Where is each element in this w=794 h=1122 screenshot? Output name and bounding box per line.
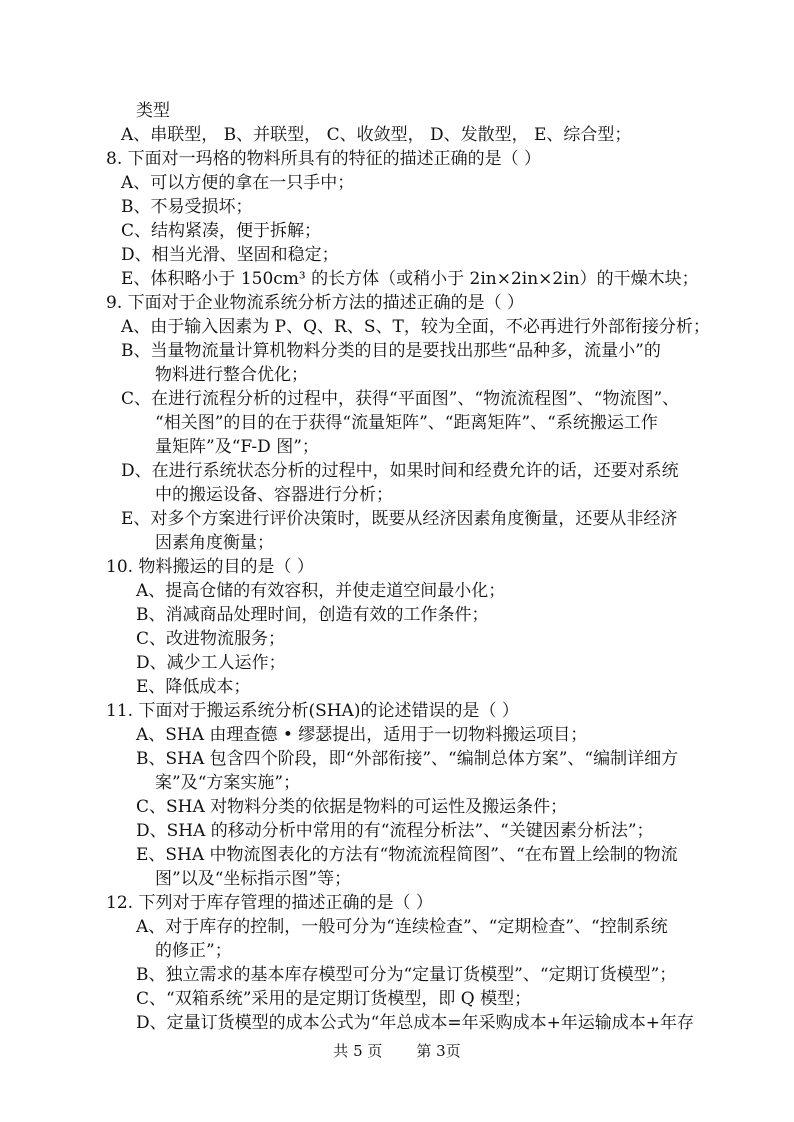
option-continuation: 物料进行整合优化； (155, 365, 308, 385)
question-10: 10. 物料搬运的目的是（ ） (106, 557, 314, 577)
option-line: D、在进行系统状态分析的过程中，如果时间和经费允许的话，还要对系统 (121, 461, 679, 481)
option-line: A、对于库存的控制，一般可分为“连续检查”、“定期检查”、“控制系统 (136, 917, 668, 937)
option-line: B、当量物流量计算机物料分类的目的是要找出那些“品种多，流量小”的 (121, 341, 661, 361)
option-continuation: 的修正”； (155, 941, 232, 961)
option-line: C、在进行流程分析的过程中，获得“平面图”、“物流流程图”、“物流图”、 (121, 389, 680, 409)
option-line: C、改进物流服务； (136, 629, 286, 649)
current-page: 第 3页 (416, 1042, 461, 1060)
question-12: 12. 下列对于库存管理的描述正确的是（ ） (106, 893, 433, 913)
option-line: E、对多个方案进行评价决策时，既要从经济因素角度衡量，还要从非经济 (121, 509, 678, 529)
option-line: A、提高仓储的有效容积，并使走道空间最小化； (136, 581, 506, 601)
option-line: D、相当光滑、坚固和稳定； (121, 245, 339, 265)
option-line: E、SHA 中物流图表化的方法有“物流流程简图”、“在布置上绘制的物流 (136, 845, 678, 865)
option-line: D、定量订货模型的成本公式为“年总成本=年采购成本+年运输成本+年存 (136, 1013, 695, 1033)
question-8: 8. 下面对一玛格的物料所具有的特征的描述正确的是（ ） (106, 149, 542, 169)
option-line: E、体积略小于 150cm³ 的长方体（或稍小于 2in×2in×2in）的干燥木块； (121, 269, 699, 289)
option-line: C、SHA 对物料分类的依据是物料的可运性及搬运条件； (136, 797, 568, 817)
option-continuation: 因素角度衡量； (155, 533, 274, 553)
option-line: B、不易受损坏； (121, 197, 253, 217)
option-continuation: 案”及“方案实施”； (155, 773, 301, 793)
option-line: C、“双箱系统”采用的是定期订货模型，即 Q 模型； (136, 989, 532, 1009)
page-footer (0, 1040, 794, 1062)
option-continuation: “相关图”的目的在于获得“流量矩阵”、“距离矩阵”、“系统搬运工作 (155, 413, 658, 433)
option-line: D、SHA 的移动分析中常用的有“流程分析法”、“关键因素分析法”； (136, 821, 654, 841)
text-line: 类型 (136, 101, 170, 121)
question-9: 9. 下面对于企业物流系统分析方法的描述正确的是（ ） (106, 293, 525, 313)
text-line: A、串联型， B、并联型， C、收敛型， D、发散型， E、综合型； (121, 125, 632, 145)
option-line: D、减少工人运作； (136, 653, 286, 673)
option-line: E、降低成本； (136, 677, 251, 697)
option-line: B、独立需求的基本库存模型可分为“定量订货模型”、“定期订货模型”； (136, 965, 677, 985)
option-continuation: 图”以及“坐标指示图”等； (155, 869, 352, 889)
option-continuation: 量矩阵”及“F-D 图”； (155, 437, 319, 457)
option-line: B、SHA 包含四个阶段，即“外部衔接”、“编制总体方案”、“编制详细方 (136, 749, 679, 769)
option-line: C、结构紧凑，便于拆解； (121, 221, 322, 241)
option-line: A、由于输入因素为 P、Q、R、S、T，较为全面，不必再进行外部衔接分析； (121, 317, 710, 337)
option-line: A、SHA 由理查德 • 缪瑟提出，适用于一切物料搬运项目； (136, 725, 588, 745)
question-11: 11. 下面对于搬运系统分析(SHA)的论述错误的是（ ） (106, 701, 519, 721)
option-continuation: 中的搬运设备、容器进行分析； (155, 485, 393, 505)
option-line: A、可以方便的拿在一只手中； (121, 173, 355, 193)
total-pages: 共 5 页 (333, 1042, 383, 1060)
option-line: B、消减商品处理时间，创造有效的工作条件； (136, 605, 489, 625)
